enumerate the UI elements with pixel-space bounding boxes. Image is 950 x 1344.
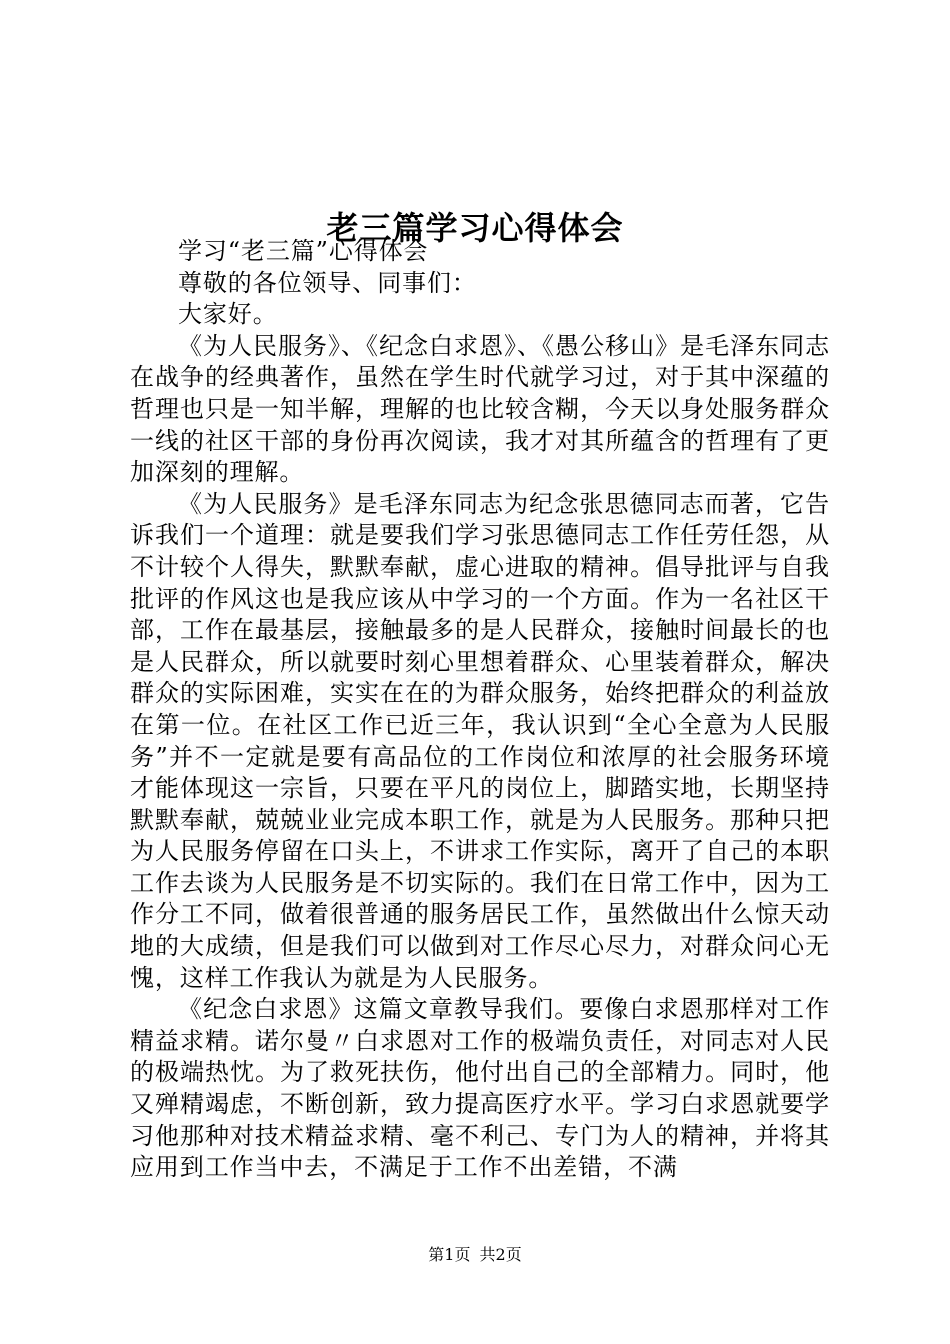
paragraph-intro: 《为人民服务》、《纪念白求恩》、《愚公移山》是毛泽东同志在战争的经典著作，虽然在学生时代就学习过，对于其中深蕴的哲理也只是一知半解，理解的也比较含糊，今天以身处服务群众一线的社区干部的身份再次阅读，我才对其所蕴含的哲理有了更加深刻的理解。 — [130, 331, 830, 487]
paragraph-salutation: 尊敬的各位领导、同事们： — [178, 268, 477, 297]
paragraph-bethune: 《纪念白求恩》这篇文章教导我们。要像白求恩那样对工作精益求精。诺尔曼〃白求恩对工作的极端负责任，对同志对人民的极端热忱。为了救死扶伤，他付出自己的全部精力。同时，他又殚精竭虑，不断创新，致力提高医疗水平。学习白求恩就要学习他那种对技术精益求精、毫不利己、专门为人的精神，并将其应用到工作当中去，不满足于工作不出差错，不满 — [130, 995, 830, 1182]
paragraph-subtitle: 学习“老三篇”心得体会 — [178, 237, 429, 265]
document-title: 老三篇学习心得体会 — [326, 209, 624, 248]
page-total: 共2页 — [479, 1245, 522, 1264]
page-number: 第1页 — [428, 1245, 471, 1264]
paragraph-serve-the-people: 《为人民服务》是毛泽东同志为纪念张思德同志而著，它告诉我们一个道理：就是要我们学习张思德同志工作任劳任怨，从不计较个人得失，默默奉献，虚心进取的精神。倡导批评与自我批评的作风这也是我应该从中学习的一个方面。作为一名社区干部，工作在最基层，接触最多的是人民群众，接触时间最长的也是人民群众，所以就要时刻心里想着群众、心里装着群众，解决群众的实际困难，实实在在的为群众服务，始终把群众的利益放在第一位。在社区工作已近三年，我认识到“全心全意为人民服务”并不一定就是要有高品位的工作岗位和浓厚的社会服务环境才能体现这一宗旨，只要在平凡的岗位上，脚踏实地，长期坚持默默奉献，兢兢业业完成本职工作，就是为人民服务。那种只把为人民服务停留在口头上，不讲求工作实际，离开了自己的本职工作去谈为人民服务是不切实际的。我们在日常工作中，因为工作分工不同，做着很普通的服务居民工作，虽然做出什么惊天动地的大成绩，但是我们可以做到对工作尽心尽力，对群众问心无愧，这样工作我认为就是为人民服务。 — [130, 489, 830, 992]
document-body — [130, 236, 830, 1184]
page-footer — [0, 1244, 950, 1266]
paragraph-greeting: 大家好。 — [178, 300, 278, 329]
